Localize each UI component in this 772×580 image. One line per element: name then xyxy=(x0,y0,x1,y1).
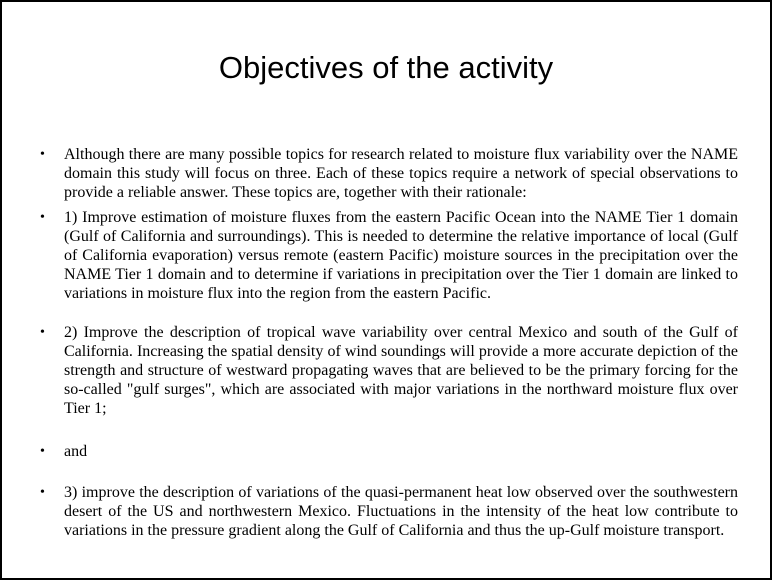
bullet-text: 2) Improve the description of tropical wave variability over central Mexico and south of the Gulf of California. Increasing the spatial density of wind soundings will provide a more accurate depiction of the strength and structure of westward propagating waves that are believed to be the primary forcing for the so-called "gulf surges", which are associated with major variations in the northward moisture flux over Tier 1; xyxy=(64,324,738,417)
bullet-icon: • xyxy=(40,210,45,225)
bullet-text: and xyxy=(64,443,88,460)
list-item xyxy=(40,208,738,303)
list-item xyxy=(40,323,738,418)
bullet-icon: • xyxy=(40,485,45,500)
list-item xyxy=(40,145,738,202)
bullet-icon: • xyxy=(40,325,45,340)
list-item xyxy=(40,442,738,461)
bullet-icon: • xyxy=(40,147,45,162)
slide-title: Objectives of the activity xyxy=(218,50,554,85)
bullet-list xyxy=(40,145,738,540)
bullet-text: 1) Improve estimation of moisture fluxes from the eastern Pacific Ocean into the NAME Tier 1 domain (Gulf of California and surroundings). This is needed to determine the relative importance of local (Gulf of California evaporation) versus remote (eastern Pacific) moisture sources in the precipitation over the NAME Tier 1 domain and to determine if variations in precipitation over the Tier 1 domain are linked to variations in moisture flux into the region from the eastern Pacific. xyxy=(64,209,738,302)
bullet-text: Although there are many possible topics for research related to moisture flux variability over the NAME domain this study will focus on three. Each of these topics require a network of special observations to provide a reliable answer. These topics are, together with their rationale: xyxy=(64,146,738,201)
bullet-text: 3) improve the description of variations of the quasi-permanent heat low observed over the southwestern desert of the US and northwestern Mexico. Fluctuations in the intensity of the heat low contribute to variations in the pressure gradient along the Gulf of California and thus the up-Gulf moisture transport. xyxy=(64,484,738,539)
bullet-icon: • xyxy=(40,444,45,459)
list-item xyxy=(40,483,738,540)
